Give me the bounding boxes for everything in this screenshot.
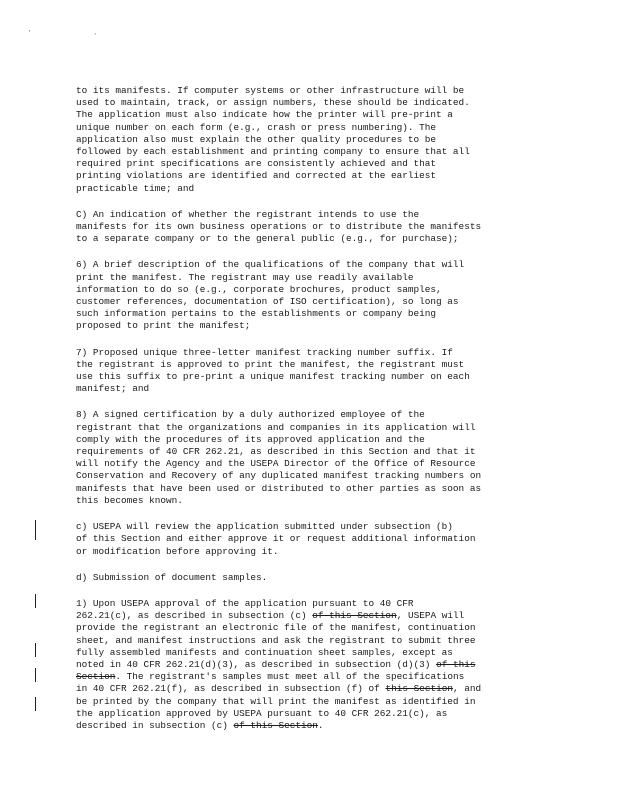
text-line (76, 284, 546, 296)
text-line (76, 97, 546, 109)
text-segment: used to maintain, track, or assign numbers, these should be indicated. (76, 97, 470, 109)
text-line (76, 158, 546, 170)
text-segment: 6) A brief description of the qualifications of the company that will (76, 259, 465, 271)
paragraph (76, 209, 546, 246)
text-segment: required print specifications are consistently achieved and that (76, 158, 437, 170)
text-line (76, 483, 546, 495)
text-segment: 1) Upon USEPA approval of the application pursuant to 40 CFR (76, 597, 414, 609)
paragraph (76, 409, 546, 507)
text-segment: will notify the Agency and the USEPA Director of the Office of Resource (76, 458, 476, 470)
text-line (76, 347, 546, 359)
text-line (76, 320, 546, 332)
text-segment: this becomes known. (76, 494, 183, 506)
text-segment: 7) Proposed unique three-letter manifest tracking number suffix. If (76, 346, 453, 358)
struck-text: of this Section (312, 610, 397, 622)
text-segment: practicable time; and (76, 182, 195, 194)
text-segment: comply with the procedures of its approved application and the (76, 433, 425, 445)
text-segment: registrant that the organizations and companies in its application will (76, 421, 476, 433)
text-line (76, 146, 546, 158)
text-line (76, 122, 546, 134)
text-segment: . (317, 719, 324, 731)
text-line (76, 233, 546, 245)
revision-bar (35, 668, 36, 682)
paragraph (76, 347, 546, 396)
paragraph (76, 259, 546, 332)
text-line (76, 720, 546, 732)
text-line (76, 259, 546, 271)
text-line (76, 183, 546, 195)
text-line (76, 109, 546, 121)
text-line (76, 470, 546, 482)
text-line (76, 134, 546, 146)
text-segment: to its manifests. If computer systems or other infrastructure will be (76, 85, 465, 96)
text-segment: the registrant is approved to print the manifest, the registrant must (76, 358, 465, 370)
text-line (76, 671, 546, 683)
struck-text: of this (436, 658, 476, 670)
text-segment: The application must also indicate how the printer will pre-print a (76, 109, 453, 121)
text-line (76, 221, 546, 233)
text-line (76, 371, 546, 383)
text-line (76, 659, 546, 671)
paragraph (76, 572, 546, 584)
text-line (76, 622, 546, 634)
text-segment: c) USEPA will review the application submitted under subsection (b) (76, 521, 453, 533)
text-line (76, 521, 546, 533)
document-body (76, 85, 546, 746)
text-segment: . The registrant's samples must meet all of the specifications (115, 671, 465, 683)
text-line (76, 495, 546, 507)
text-segment: described in subsection (c) (76, 719, 234, 731)
text-line (76, 610, 546, 622)
text-segment: requirements of 40 CFR 262.21, as described in this Section and that it (76, 446, 476, 458)
text-line (76, 598, 546, 610)
text-line (76, 696, 546, 708)
text-segment: in 40 CFR 262.21(f), as described in subsection (f) of (76, 683, 386, 695)
text-line (76, 434, 546, 446)
text-segment: 262.21(c), as described in subsection (c) (76, 610, 313, 622)
text-segment: use this suffix to pre-print a unique manifest tracking number on each (76, 371, 470, 383)
text-segment: such information pertains to the establishments or company being (76, 308, 437, 320)
text-line (76, 446, 546, 458)
text-line (76, 422, 546, 434)
text-line (76, 647, 546, 659)
text-line (76, 209, 546, 221)
paragraph (76, 521, 546, 558)
text-segment: sheet, and manifest instructions and ask the registrant to submit three (76, 634, 476, 646)
text-segment: of this Section and either approve it or request additional information (76, 533, 476, 545)
text-line (76, 308, 546, 320)
paragraph (76, 85, 546, 195)
text-segment: provide the registrant an electronic file of the manifest, continuation (76, 622, 476, 634)
text-line (76, 458, 546, 470)
struck-text: of this Section (233, 719, 318, 731)
text-line (76, 683, 546, 695)
text-line (76, 170, 546, 182)
text-segment: , and (452, 683, 482, 695)
text-line (76, 272, 546, 284)
text-segment: manifests for its own business operations or to distribute the manifests (76, 221, 482, 233)
text-segment: application also must explain the other quality procedures to be (76, 133, 437, 145)
paragraph (76, 598, 546, 732)
text-line (76, 296, 546, 308)
text-segment: or modification before approving it. (76, 545, 279, 557)
revision-bar (35, 520, 36, 540)
text-line (76, 359, 546, 371)
text-line (76, 572, 546, 584)
text-segment: unique number on each form (e.g., crash or press numbering). The (76, 121, 437, 133)
text-segment: manifests that have been used or distributed to other parties as soon as (76, 482, 482, 494)
text-segment: , USEPA will (396, 610, 465, 622)
text-line (76, 533, 546, 545)
text-line (76, 635, 546, 647)
scan-marks: ' , (28, 30, 128, 36)
text-segment: be printed by the company that will print the manifest as identified in (76, 695, 476, 707)
text-segment: print the manifest. The registrant may use readily available (76, 271, 414, 283)
text-segment: d) Submission of document samples. (76, 571, 268, 583)
text-segment: proposed to print the manifest; (76, 320, 251, 332)
text-segment: followed by each establishment and printing company to ensure that all (76, 146, 470, 158)
text-line (76, 85, 546, 97)
text-segment: to a separate company or to the general public (e.g., for purchase); (76, 233, 459, 245)
revision-bar (35, 697, 36, 711)
text-segment: customer references, documentation of ISO certification), so long as (76, 296, 459, 308)
text-segment: 8) A signed certification by a duly authorized employee of the (76, 409, 425, 421)
text-line (76, 546, 546, 558)
text-segment: information to do so (e.g., corporate brochures, product samples, (76, 283, 442, 295)
revision-bar (35, 643, 36, 657)
struck-text: Section (76, 671, 116, 683)
text-segment: fully assembled manifests and continuation sheet samples, except as (76, 646, 453, 658)
text-line (76, 409, 546, 421)
text-segment: C) An indication of whether the registrant intends to use the (76, 208, 420, 220)
text-segment: Conservation and Recovery of any duplicated manifest tracking numbers on (76, 470, 482, 482)
text-line (76, 708, 546, 720)
text-line (76, 383, 546, 395)
text-segment: manifest; and (76, 383, 150, 395)
text-segment: noted in 40 CFR 262.21(d)(3), as described in subsection (d)(3) (76, 658, 437, 670)
revision-bar (35, 594, 36, 608)
text-segment: the application approved by USEPA pursuant to 40 CFR 262.21(c), as (76, 707, 448, 719)
text-segment: printing violations are identified and corrected at the earliest (76, 170, 437, 182)
struck-text: this Section (385, 683, 453, 695)
